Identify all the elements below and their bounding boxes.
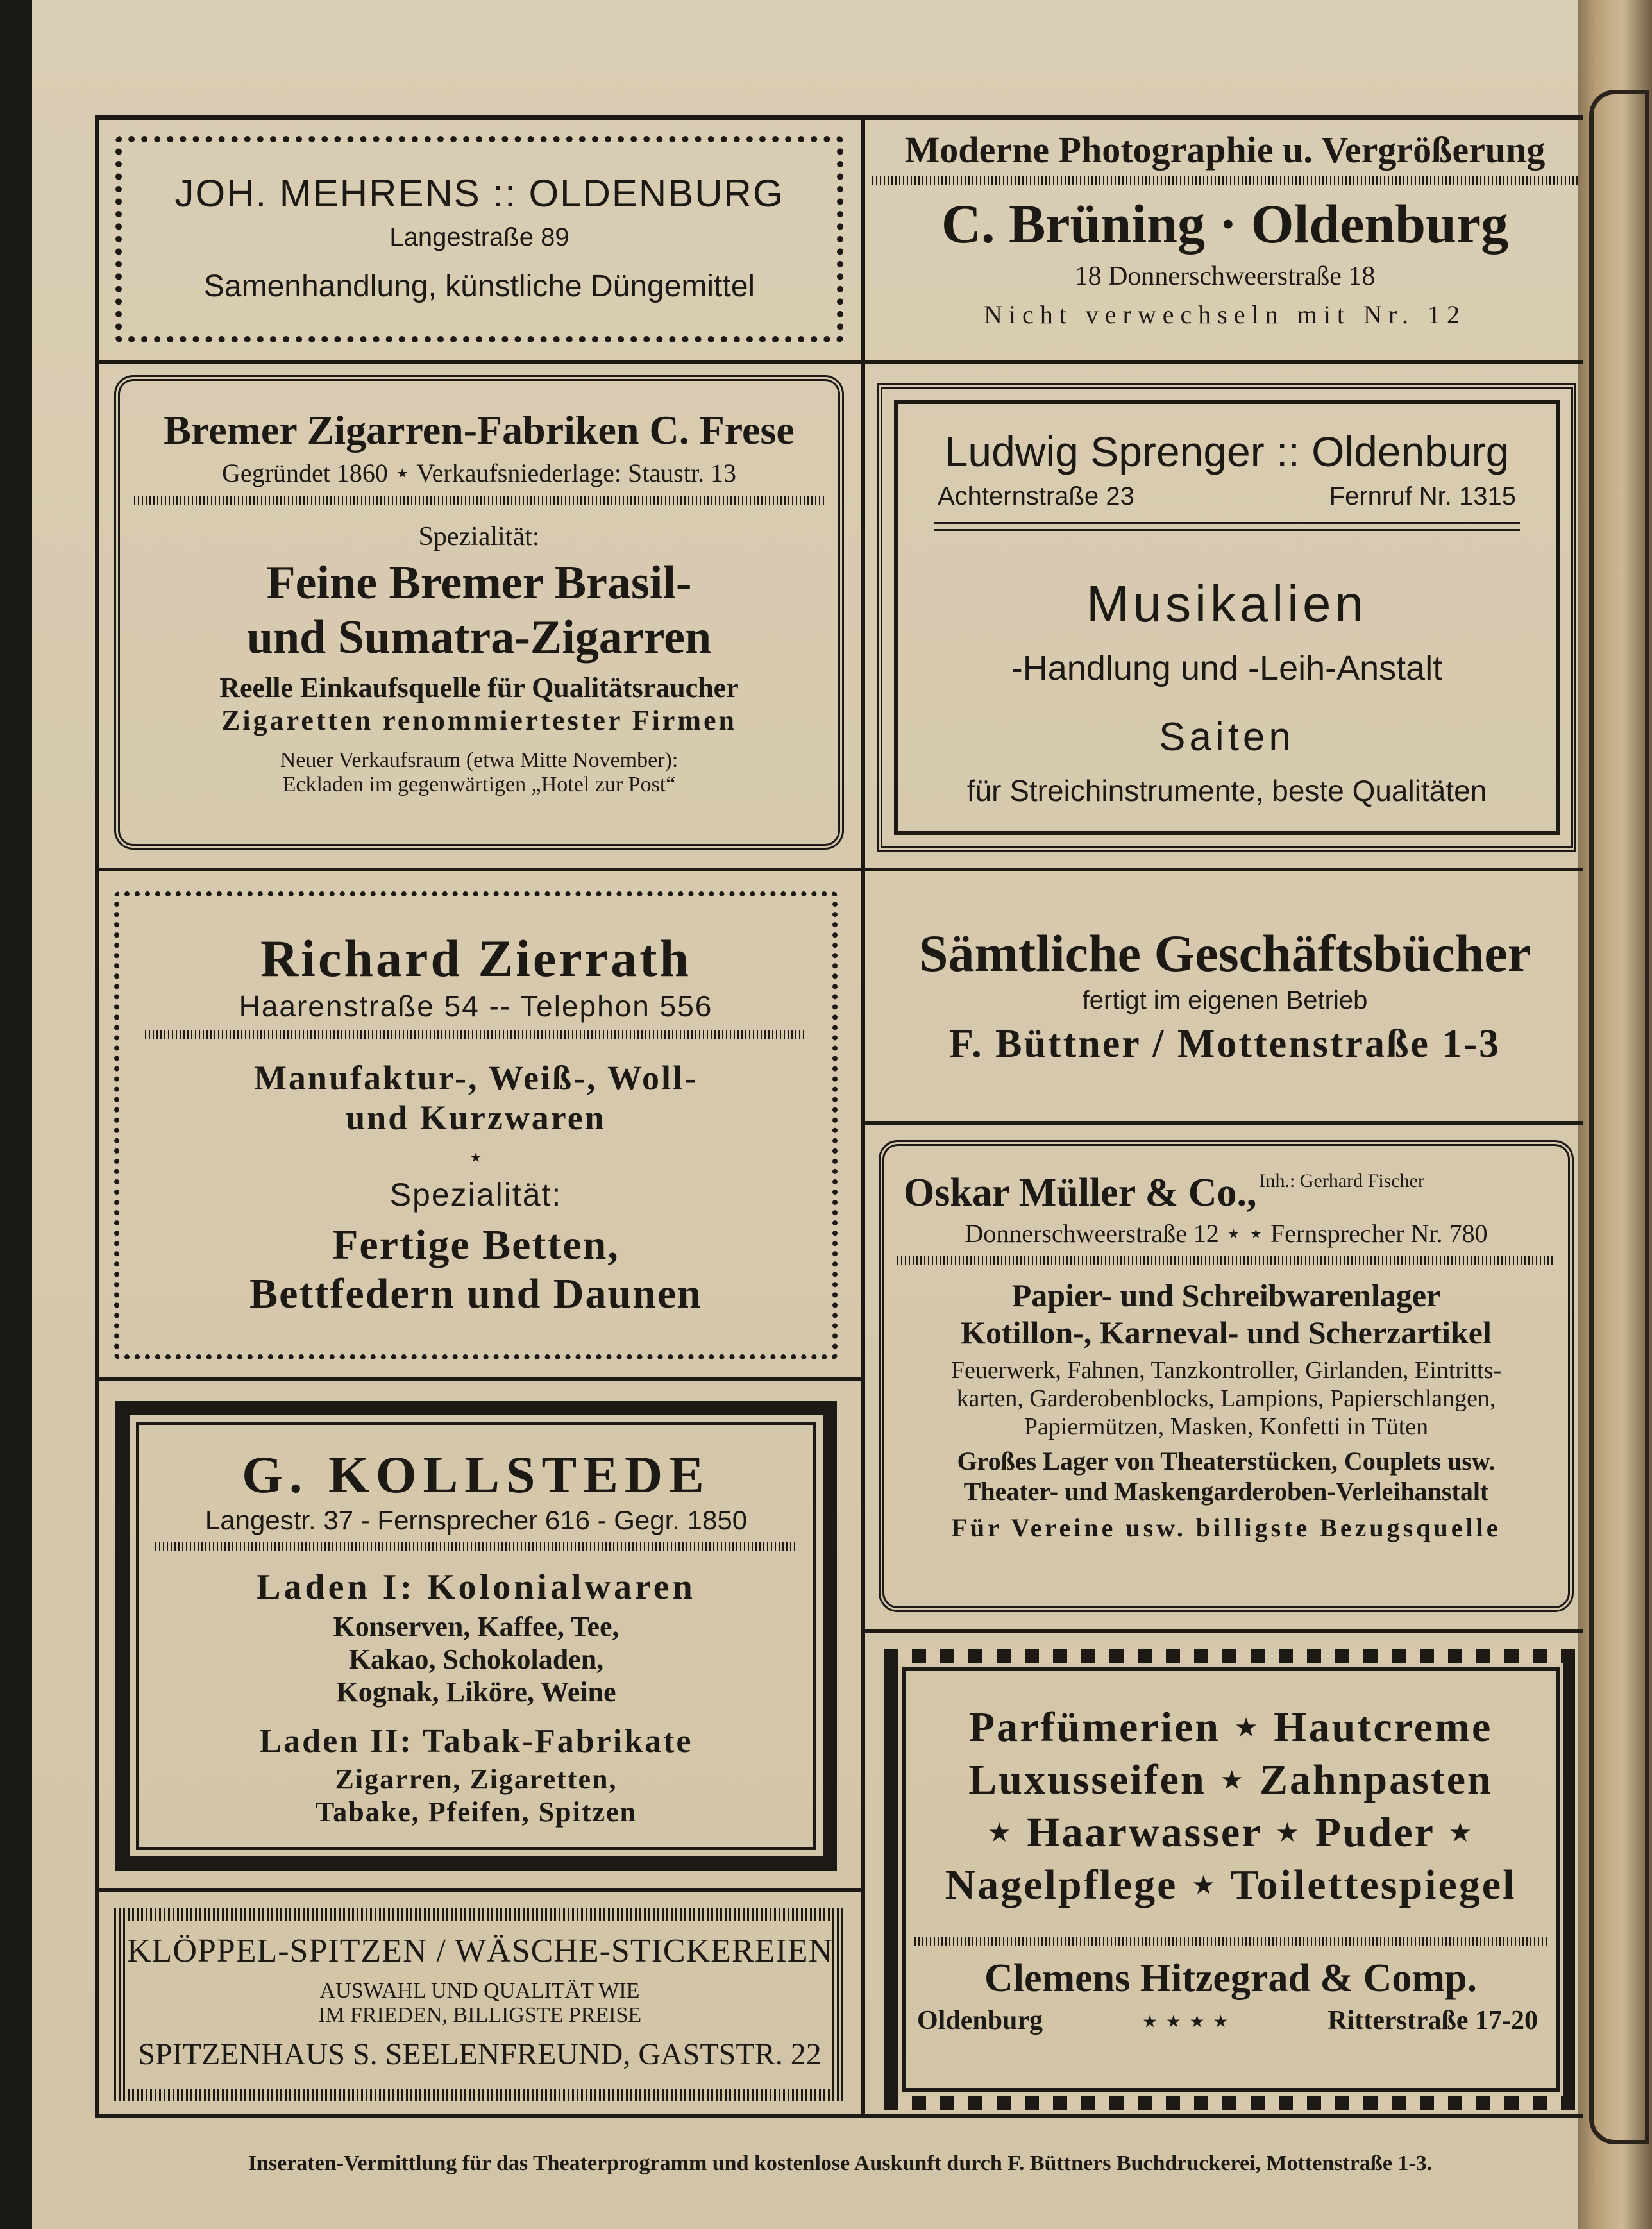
ad-name: C. Brüning · Oldenburg — [941, 193, 1509, 255]
ad-name: Clemens Hitzegrad & Comp. — [984, 1956, 1477, 2000]
ad-line-1: Reelle Einkaufsquelle für Qualitätsraucher — [219, 672, 739, 703]
ad-headline-1: Manufaktur-, Weiß-, Woll- — [253, 1059, 698, 1097]
ornamental-border-edge — [1589, 90, 1649, 2144]
ad-headline-1: Feine Bremer Brasil- — [266, 557, 692, 609]
ad-sprenger — [877, 383, 1576, 852]
ad-zierrath — [114, 891, 838, 1359]
ad-line-2: Zigaretten renommiertester Firmen — [221, 705, 737, 736]
ad-sub: Gegründet 1860 ⋆ Verkaufsniederlage: Staustr. 13 — [222, 458, 736, 487]
grid-top — [95, 115, 1583, 120]
divider — [897, 1256, 1555, 1265]
grid-row-1 — [95, 360, 1583, 364]
divider — [134, 496, 824, 505]
ad-sub: fertigt im eigenen Betrieb — [1082, 986, 1368, 1014]
grid-row-3l — [95, 1377, 861, 1381]
ad-headline-2: -Handlung und -Leih-Anstalt — [1011, 649, 1443, 687]
ad-line-3: Kognak, Liköre, Weine — [336, 1676, 616, 1708]
ad-mehrens — [115, 136, 843, 342]
ad-headline-2: Laden II: Tabak-Fabrikate — [259, 1723, 693, 1760]
ad-name: F. Büttner / Mottenstraße 1-3 — [948, 1022, 1501, 1066]
ad-title: Bremer Zigarren-Fabriken C. Frese — [164, 407, 795, 453]
grid-left — [95, 115, 99, 2118]
ad-note-2: Eckladen im gegenwärtigen „Hotel zur Post“ — [282, 773, 676, 796]
ad-line-5: Tabake, Pfeifen, Spitzen — [315, 1796, 637, 1828]
ad-sub: Donnerschweerstraße 12 ⋆ ⋆ Fernsprecher Nr. 780 — [965, 1219, 1488, 1248]
ad-buettner — [872, 879, 1578, 1114]
ad-headline-1: Laden I: Kolonialwaren — [257, 1567, 696, 1607]
ad-line-4: Zigarren, Zigaretten, — [335, 1763, 618, 1795]
ad-kollstede — [115, 1401, 837, 1871]
ad-hitzegrad — [884, 1649, 1578, 2110]
ad-line-4: Großes Lager von Theaterstücken, Couplets usw. — [957, 1447, 1496, 1476]
ad-line-1: AUSWAHL UND QUALITÄT WIE — [319, 1979, 640, 2003]
ad-headline-2: Kotillon-, Karneval- und Scherzartikel — [961, 1315, 1492, 1350]
grid-row-2 — [95, 868, 1583, 871]
ad-headline-3: Saiten — [1159, 715, 1295, 759]
ad-note: Nicht verwechseln mit Nr. 12 — [983, 300, 1467, 329]
ad-headline-2: und Sumatra-Zigarren — [246, 611, 712, 664]
grid-middle — [861, 115, 865, 2118]
ad-line-5: Theater- und Maskengarderoben-Verleihanstalt — [963, 1477, 1489, 1506]
ad-line-1: Konserven, Kaffee, Tee, — [333, 1611, 620, 1642]
ad-line-3: Papiermützen, Masken, Konfetti in Tüten — [1024, 1413, 1429, 1440]
footer-note: Inseraten-Vermittlung für das Theaterprogramm und kostenlose Auskunft durch F. Büttners Buchdruckerei, Mottenstraße 1-3. — [248, 2151, 1433, 2175]
ad-title: G. KOLLSTEDE — [242, 1445, 711, 1504]
ad-spec: Spezialität: — [389, 1177, 562, 1213]
ad-sub: Haarenstraße 54 -- Telephon 556 — [239, 989, 713, 1023]
ad-title: JOH. MEHRENS :: OLDENBURG — [174, 172, 784, 215]
ad-line-6: Für Vereine usw. billigste Bezugsquelle — [951, 1513, 1501, 1542]
ad-headline-1: Musikalien — [1086, 575, 1367, 632]
ad-sub: Langestr. 37 - Fernsprecher 616 - Gegr. 1850 — [205, 1505, 748, 1535]
ad-title: KLÖPPEL-SPITZEN / WÄSCHE-STICKEREIEN — [127, 1933, 834, 1969]
ad-bruening — [872, 128, 1578, 357]
ad-line-2: Kakao, Schokoladen, — [348, 1644, 604, 1675]
divider — [145, 1030, 807, 1039]
ad-line: Samenhandlung, künstliche Düngemittel — [203, 269, 755, 303]
ad-frese — [114, 375, 844, 850]
grid-row-4l — [95, 1888, 861, 1892]
ad-star: ⋆ — [468, 1143, 484, 1172]
ad-title: Richard Zierrath — [260, 929, 692, 988]
ad-body-2: Bettfedern und Daunen — [249, 1270, 702, 1317]
ad-title: Sämtliche Geschäftsbücher — [918, 924, 1531, 982]
ad-title: Oskar Müller & Co., — [904, 1171, 1257, 1215]
ad-street: Ritterstraße 17-20 — [1328, 2006, 1538, 2035]
ad-street: Langestraße 89 — [389, 223, 569, 251]
ad-phone: Fernruf Nr. 1315 — [1329, 482, 1516, 510]
ad-line-1: Feuerwerk, Fahnen, Tanzkontroller, Girlanden, Eintritts- — [950, 1357, 1502, 1384]
ad-note-1: Neuer Verkaufsraum (etwa Mitte November): — [280, 748, 678, 772]
divider — [934, 522, 1520, 531]
ad-line-4: Nagelpflege ⋆ Toilettespiegel — [945, 1862, 1517, 1908]
divider — [872, 176, 1578, 185]
ad-line-3: SPITZENHAUS S. SEELENFREUND, GASTSTR. 22 — [138, 2037, 822, 2071]
ad-line-2: karten, Garderobenblocks, Lampions, Papierschlangen, — [956, 1385, 1496, 1412]
grid-row-3r — [861, 1121, 1583, 1125]
ad-seelenfreund — [114, 1908, 845, 2101]
ad-headline-1: Papier- und Schreibwarenlager — [1011, 1277, 1441, 1313]
ad-title: Ludwig Sprenger :: Oldenburg — [944, 428, 1510, 475]
grid-bottom — [95, 2114, 1583, 2118]
inner-frame — [136, 1422, 816, 1850]
ad-stars: ⋆ ⋆ ⋆ ⋆ — [1141, 2007, 1229, 2037]
ad-headline-2: und Kurzwaren — [346, 1098, 606, 1137]
ad-street: 18 Donnerschweerstraße 18 — [1074, 262, 1376, 291]
ad-headline-4: für Streichinstrumente, beste Qualitäten — [966, 774, 1487, 807]
ad-line-3: ⋆ Haarwasser ⋆ Puder ⋆ — [986, 1809, 1476, 1856]
ad-city: Oldenburg — [917, 2006, 1043, 2035]
grid-row-4r — [861, 1629, 1583, 1633]
ad-line-1: Parfümerien ⋆ Hautcreme — [968, 1704, 1493, 1751]
ad-street: Achternstraße 23 — [938, 482, 1134, 510]
ad-spec: Spezialität: — [418, 522, 540, 551]
ad-owner: Inh.: Gerhard Fischer — [1259, 1170, 1424, 1191]
ad-body-1: Fertige Betten, — [332, 1222, 620, 1268]
ad-line-2: IM FRIEDEN, BILLIGSTE PREISE — [317, 2003, 642, 2027]
ad-line-2: Luxusseifen ⋆ Zahnpasten — [968, 1756, 1493, 1803]
ad-mueller — [879, 1140, 1574, 1612]
ad-title: Moderne Photographie u. Vergrößerung — [904, 129, 1546, 171]
inner-frame — [902, 1667, 1560, 2092]
